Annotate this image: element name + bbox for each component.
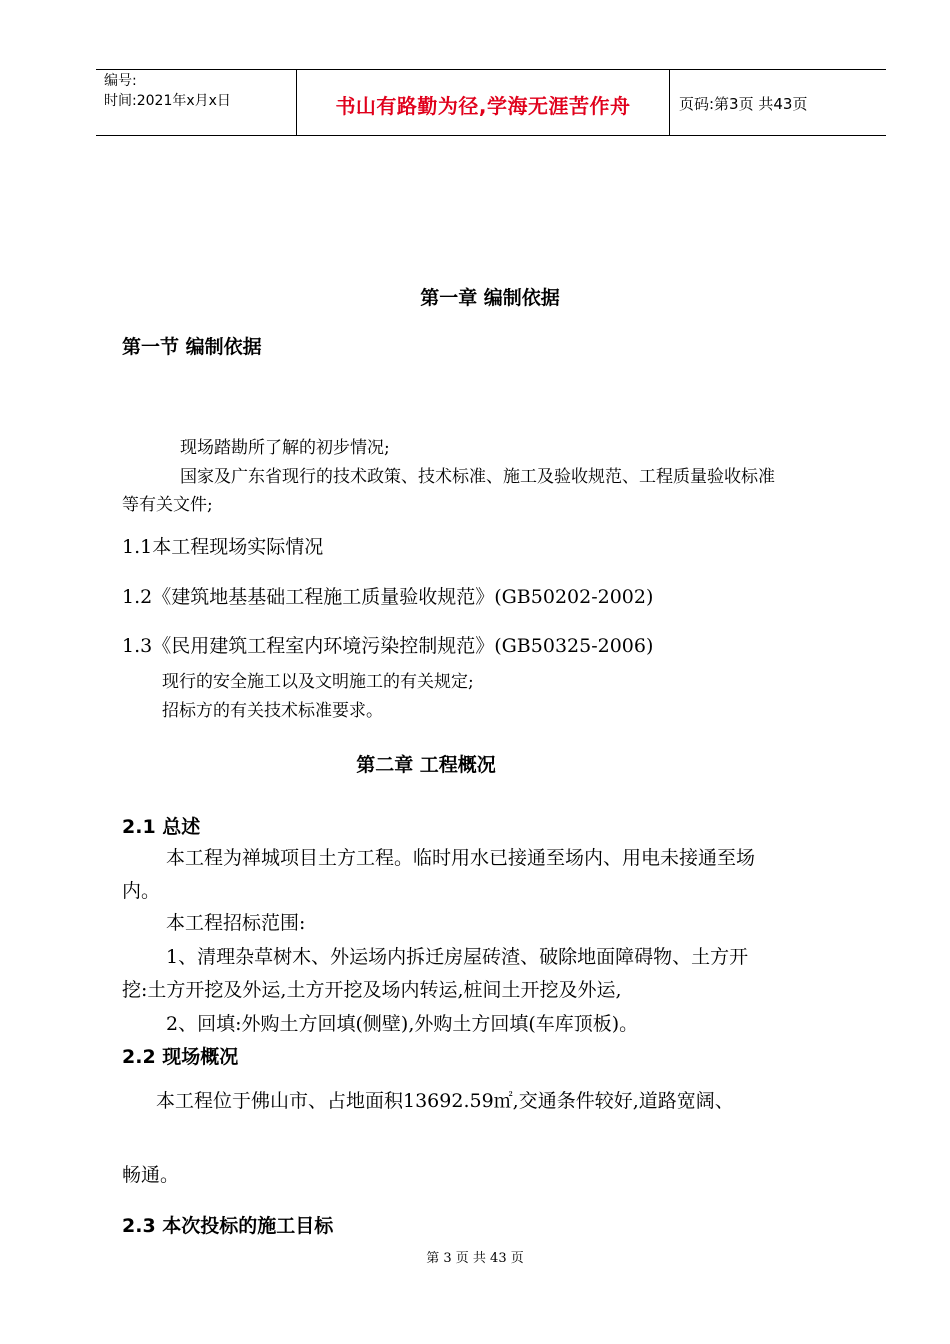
site-paragraph: 本工程位于佛山市、占地面积13692.59㎡,交通条件较好,道路宽阔、 <box>156 1090 734 1112</box>
section-2-2-title: 2.2 现场概况 <box>122 1046 239 1068</box>
header-meta <box>104 71 231 111</box>
basis-paragraph: 现场踏勘所了解的初步情况; <box>180 438 390 458</box>
basis-paragraph: 现行的安全施工以及文明施工的有关规定; <box>162 672 474 692</box>
header-top-rule <box>96 69 886 70</box>
chapter-2-title: 第二章 工程概况 <box>356 754 496 776</box>
header-divider <box>669 69 670 135</box>
chapter-1-title: 第一章 编制依据 <box>420 287 560 309</box>
header-divider <box>296 69 297 135</box>
header-number: 编号: <box>104 73 137 89</box>
section-2-3-title: 2.3 本次投标的施工目标 <box>122 1215 334 1237</box>
page-footer: 第 3 页 共 43 页 <box>426 1251 524 1266</box>
overview-paragraph: 内。 <box>122 880 161 902</box>
section-2-1-title: 2.1 总述 <box>122 816 201 838</box>
basis-paragraph: 等有关文件; <box>122 495 213 515</box>
overview-paragraph: 本工程为禅城项目土方工程。临时用水已接通至场内、用电未接通至场 <box>166 847 756 869</box>
site-paragraph: 畅通。 <box>122 1164 180 1186</box>
overview-paragraph: 本工程招标范围: <box>166 912 306 934</box>
basis-paragraph: 招标方的有关技术标准要求。 <box>162 701 383 721</box>
overview-paragraph: 2、回填:外购土方回填(侧壁),外购土方回填(车库顶板)。 <box>166 1013 639 1035</box>
section-1-title: 第一节 编制依据 <box>122 336 262 358</box>
header-time: 时间:2021年x月x日 <box>104 93 231 109</box>
basis-item: 1.3《民用建筑工程室内环境污染控制规范》(GB50325-2006) <box>122 635 654 657</box>
basis-item: 1.1本工程现场实际情况 <box>122 536 324 558</box>
overview-paragraph: 挖:土方开挖及外运,土方开挖及场内转运,桩间土开挖及外运, <box>122 979 622 1001</box>
header-page-number: 页码:第3页 共43页 <box>679 95 808 113</box>
header-bottom-rule <box>96 135 886 136</box>
header-motto: 书山有路勤为径,学海无涯苦作舟 <box>335 94 631 118</box>
overview-paragraph: 1、清理杂草树木、外运场内拆迁房屋砖渣、破除地面障碍物、土方开 <box>166 946 749 968</box>
basis-item: 1.2《建筑地基基础工程施工质量验收规范》(GB50202-2002) <box>122 586 654 608</box>
basis-paragraph: 国家及广东省现行的技术政策、技术标准、施工及验收规范、工程质量验收标准 <box>180 467 775 487</box>
